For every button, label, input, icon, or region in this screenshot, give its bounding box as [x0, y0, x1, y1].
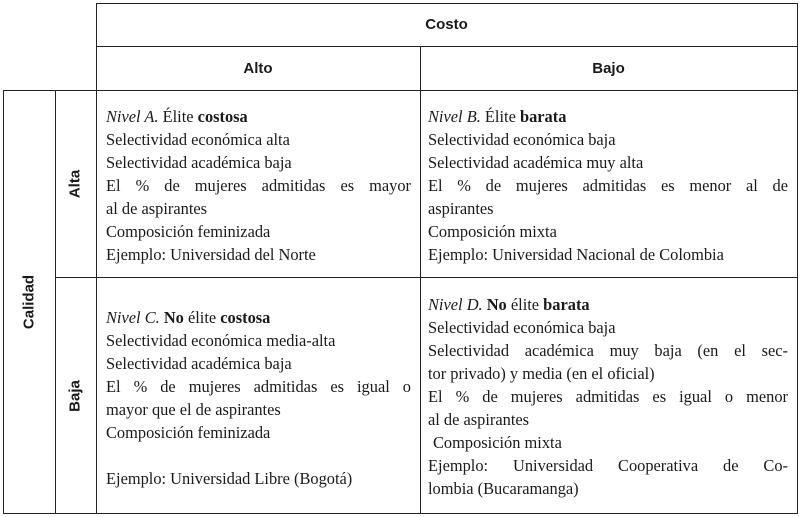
cell-a-line: El % de mujeres admitidas es mayor: [106, 176, 411, 195]
cell-a-line: al de aspirantes: [106, 199, 208, 218]
cell-d-title: Nivel D. No élite barata: [428, 295, 590, 314]
header-alto: Alto: [243, 60, 273, 77]
cell-b-line: Selectividad académica muy alta: [428, 153, 644, 172]
cell-b-line: aspirantes: [428, 199, 494, 218]
cell-nivel-a: [106, 105, 411, 266]
cell-a-line: Selectividad económica alta: [106, 130, 290, 149]
cell-d-line: Composición mixta: [433, 433, 562, 452]
cell-b-line: El % de mujeres admitidas es menor al de: [428, 176, 788, 195]
header-calidad: Calidad: [20, 274, 38, 330]
cell-nivel-c: [106, 306, 411, 490]
header-bajo: Bajo: [592, 60, 625, 77]
cell-d-line: al de aspirantes: [428, 410, 530, 429]
cell-nivel-b: [428, 105, 788, 266]
cell-c-line: mayor que el de aspirantes: [106, 400, 281, 419]
header-baja: Baja: [66, 380, 84, 412]
header-alta: Alta: [66, 169, 84, 199]
rule-bottom: [3, 513, 798, 514]
cell-d-line: Selectividad económica baja: [428, 318, 616, 337]
cell-a-line: Composición feminizada: [106, 222, 271, 241]
cell-c-line: Composición feminizada: [106, 423, 271, 442]
rule-right: [797, 3, 798, 514]
rule-row-label-divider: [96, 3, 97, 514]
rule-center: [420, 46, 421, 514]
cell-c-line: Selectividad económica media-alta: [106, 331, 336, 350]
cell-a-line: Selectividad académica baja: [106, 153, 292, 172]
rule-calidad-divider: [55, 90, 56, 514]
rule-mid: [55, 277, 798, 278]
rule-top: [96, 3, 798, 4]
cell-a-title: Nivel A. Élite costosa: [106, 107, 248, 126]
cell-d-line: lombia (Bucaramanga): [428, 479, 579, 498]
cell-c-title: Nivel C. No élite costosa: [106, 308, 271, 327]
cell-d-line: tor privado) y media (en el oficial): [428, 364, 655, 383]
cell-d-line: Ejemplo: Universidad Cooperativa de Co-: [428, 456, 788, 475]
cell-b-title: Nivel B. Élite barata: [428, 107, 567, 126]
header-costo: Costo: [425, 16, 468, 33]
cell-c-line: Ejemplo: Universidad Libre (Bogotá): [106, 469, 353, 488]
cell-d-line: El % de mujeres admitidas es igual o menor: [428, 387, 788, 406]
cell-a-line: Ejemplo: Universidad del Norte: [106, 245, 316, 264]
rule-under-costo: [96, 46, 798, 47]
cell-c-line: Selectividad académica baja: [106, 354, 292, 373]
cell-b-line: Ejemplo: Universidad Nacional de Colombia: [428, 245, 724, 264]
rule-left: [3, 90, 4, 514]
cell-c-line: El % de mujeres admitidas es igual o: [106, 377, 411, 396]
cell-b-line: Selectividad económica baja: [428, 130, 616, 149]
rule-under-alto-bajo: [3, 90, 798, 91]
cell-b-line: Composición mixta: [428, 222, 557, 241]
cell-d-line: Selectividad académica muy baja (en el sec-: [428, 341, 788, 360]
cell-nivel-d: [428, 293, 788, 500]
